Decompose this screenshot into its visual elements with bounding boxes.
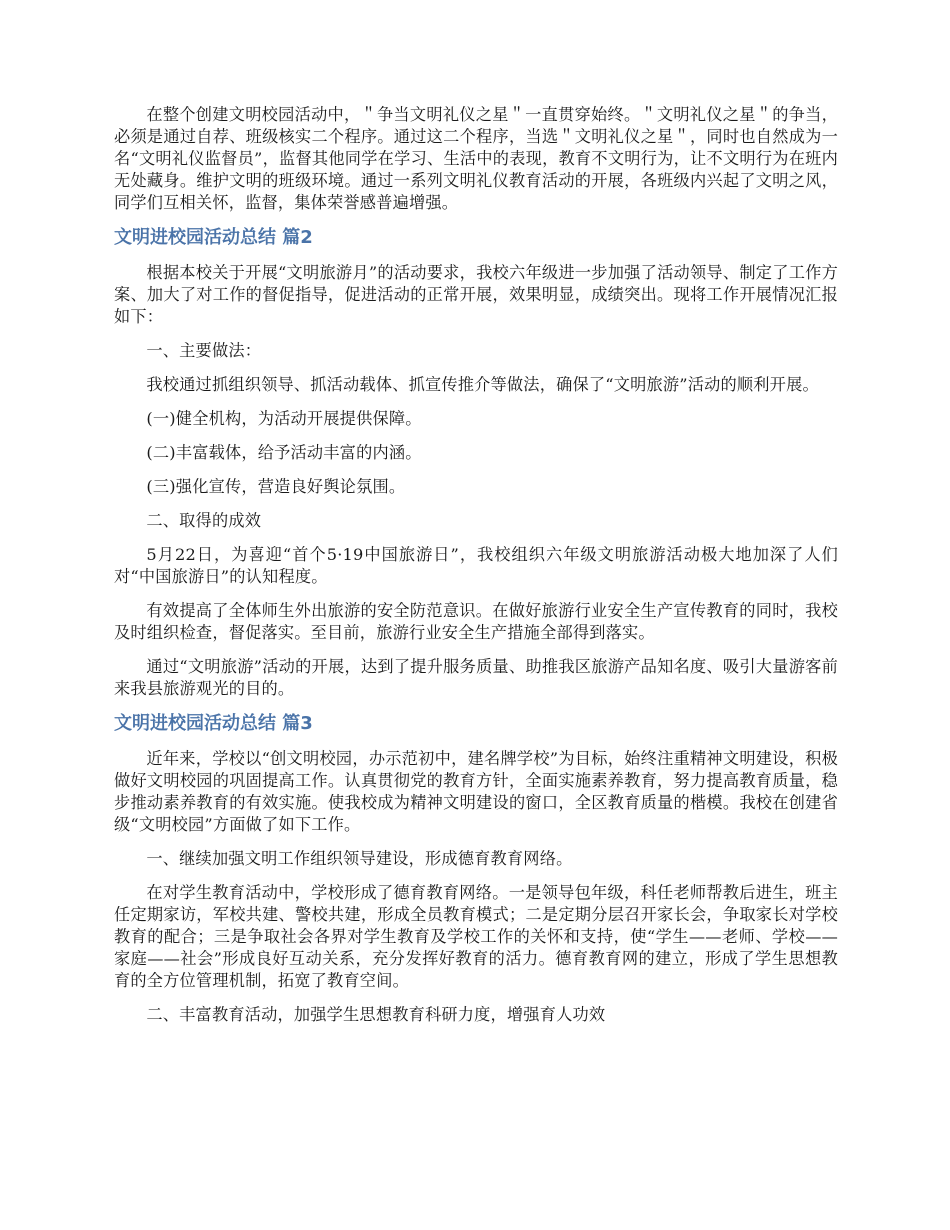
paragraph: 根据本校关于开展“文明旅游月”的活动要求，我校六年级进一步加强了活动领导、制定了工作方案、加大了对工作的督促指导，促进活动的正常开展，效果明显，成绩突出。现将工作开展情况汇报如下：: [114, 263, 838, 326]
document-page: [114, 104, 838, 1038]
paragraph: 在整个创建文明校园活动中，＂争当文明礼仪之星＂一直贯穿始终。＂文明礼仪之星＂的争当，必须是通过自荐、班级核实二个程序。通过这二个程序，当选＂文明礼仪之星＂，同时也自然成为一名“文明礼仪监督员”，监督其他同学在学习、生活中的表现，教育不文明行为，让不文明行为在班内无处藏身。维护文明的班级环境。通过一系列文明礼仪教育活动的开展，各班级内兴起了文明之风，同学们互相关怀，监督，集体荣誉感普遍增强。: [114, 105, 838, 212]
section-heading: 文明进校园活动总结 篇2: [114, 227, 313, 248]
paragraph: 一、继续加强文明工作组织领导建设，形成德育教育网络。: [146, 849, 573, 868]
paragraph: 我校通过抓组织领导、抓活动载体、抓宣传推介等做法，确保了“文明旅游”活动的顺利开展。: [146, 375, 819, 394]
paragraph: 在对学生教育活动中，学校形成了德育教育网络。一是领导包年级，科任老师帮教后进生，班主任定期家访，军校共建、警校共建，形成全员教育模式；二是定期分层召开家长会，争取家长对学校教育的配合；三是争取社会各界对学生教育及学校工作的关怀和支持，使“学生——老师、学校——家庭——社会”形成良好互动关系，充分发挥好教育的活力。德育教育网的建立，形成了学生思想教育的全方位管理机制，拓宽了教育空间。: [114, 883, 838, 990]
paragraph: 5月22日，为喜迎“首个5·19中国旅游日”，我校组织六年级文明旅游活动极大地加深了人们对“中国旅游日”的认知程度。: [114, 545, 838, 586]
paragraph: (一)健全机构，为活动开展提供保障。: [146, 409, 422, 428]
paragraph: 有效提高了全体师生外出旅游的安全防范意识。在做好旅游行业安全生产宣传教育的同时，我校及时组织检查，督促落实。至目前，旅游行业安全生产措施全部得到落实。: [114, 601, 838, 642]
paragraph: (二)丰富载体，给予活动丰富的内涵。: [146, 443, 422, 462]
paragraph: 通过“文明旅游”活动的开展，达到了提升服务质量、助推我区旅游产品知名度、吸引大量游客前来我县旅游观光的目的。: [114, 657, 838, 698]
paragraph: (三)强化宣传，营造良好舆论氛围。: [146, 477, 406, 496]
paragraph: 二、取得的成效: [146, 511, 262, 530]
paragraph: 近年来，学校以“创文明校园，办示范初中，建名牌学校”为目标，始终注重精神文明建设，积极做好文明校园的巩固提高工作。认真贯彻党的教育方针，全面实施素养教育，努力提高教育质量，稳步推动素养教育的有效实施。使我校成为精神文明建设的窗口，全区教育质量的楷模。我校在创建省级“文明校园”方面做了如下工作。: [114, 749, 838, 834]
paragraph: 二、丰富教育活动，加强学生思想教育科研力度，增强育人功效: [146, 1005, 606, 1024]
section-heading: 文明进校园活动总结 篇3: [114, 713, 313, 734]
paragraph: 一、主要做法：: [146, 341, 262, 360]
